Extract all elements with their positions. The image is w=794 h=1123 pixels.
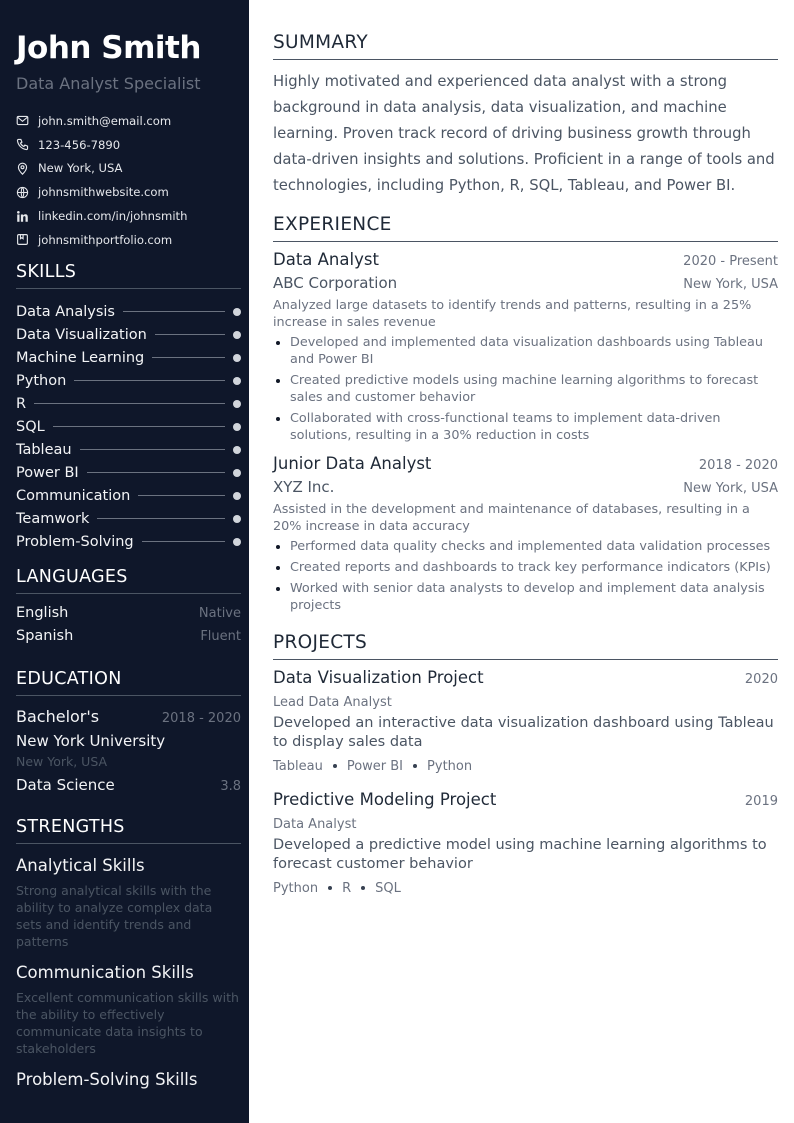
contact-text: john.smith@email.com [38,113,172,128]
project-date: 2020 [744,672,778,687]
job-location: New York, USA [683,481,778,496]
job-dates: 2018 - 2020 [698,458,778,473]
contact-text: New York, USA [38,161,123,176]
languages-list [16,605,241,651]
tag: R [342,880,352,896]
skill-item: SQL [16,415,241,438]
language-item: Spanish Fluent [16,628,241,644]
job-description: Assisted in the development and maintenance of databases, resulting in a 20% increase in data accuracy [273,502,750,534]
project-date: 2019 [744,794,778,809]
job-dates: 2020 - Present [683,254,778,269]
mail-icon [16,114,29,127]
list-item: Created reports and dashboards to track key performance indicators (KPIs) [273,559,778,576]
skill-item: Python [16,369,241,392]
education-heading: EDUCATION [16,669,241,696]
skill-item: Tableau [16,438,241,461]
job-entry [273,454,778,614]
job-bullets [273,538,778,614]
location-pin-icon [16,162,29,175]
project-description: Developed an interactive data visualization dashboard using Tableau to display sales data [273,715,774,750]
strength-title: Communication Skills [16,963,194,982]
project-title: Predictive Modeling Project [273,790,497,809]
main-content [249,0,794,1123]
summary-section [273,32,778,199]
school-location: New York, USA [16,754,108,769]
education-dates: 2018 - 2020 [161,711,241,726]
job-title: Junior Data Analyst [273,454,432,473]
skill-item: Communication [16,484,241,507]
strengths-list [16,856,241,1096]
strength-title: Problem-Solving Skills [16,1070,198,1089]
list-item: Worked with senior data analysts to develop and implement data analysis projects [273,580,778,614]
gpa: 3.8 [220,779,241,794]
degree: Bachelor's [16,707,100,726]
list-item: Performed data quality checks and implemented data validation processes [273,538,778,555]
field-of-study: Data Science [16,776,115,794]
strength-title: Analytical Skills [16,856,145,875]
skills-heading: SKILLS [16,262,241,289]
project-entry [273,668,778,776]
skill-item: Data Visualization [16,323,241,346]
strengths-heading: STRENGTHS [16,817,241,844]
education-entry [16,707,241,798]
contact-list [16,109,241,252]
job-bullets [273,334,778,444]
sidebar [0,0,249,1123]
job-entry [273,250,778,444]
contact-text: linkedin.com/in/johnsmith [38,209,188,224]
tag: Power BI [346,758,404,774]
candidate-name: John Smith [16,30,201,66]
globe-icon [16,186,29,199]
skill-item: Problem-Solving [16,530,241,553]
contact-phone[interactable] [16,133,241,157]
project-title: Data Visualization Project [273,668,484,687]
contact-website[interactable] [16,180,241,204]
school-name: New York University [16,732,166,750]
tag: Tableau [273,758,323,774]
skill-item: Machine Learning [16,346,241,369]
skill-item: Data Analysis [16,300,241,323]
contact-email[interactable] [16,109,241,133]
portfolio-icon [16,233,29,246]
skills-list [16,300,241,553]
project-tags [273,878,778,898]
contact-location [16,157,241,181]
skill-item: Power BI [16,461,241,484]
tag: Python [427,758,473,774]
contact-text: johnsmithportfolio.com [38,232,173,247]
list-item: Collaborated with cross-functional teams to implement data-driven solutions, resulting in a 30% reduction in costs [273,410,778,444]
phone-icon [16,138,29,151]
strength-desc: Strong analytical skills with the ability to analyze complex data sets and identify trends and patterns [16,883,213,949]
job-description: Analyzed large datasets to identify trends and patterns, resulting in a 25% increase in sales revenue [273,298,752,330]
list-item: Developed and implemented data visualization dashboards using Tableau and Power BI [273,334,778,368]
skill-item: Teamwork [16,507,241,530]
job-location: New York, USA [683,277,778,292]
summary-text: Highly motivated and experienced data analyst with a strong background in data analysis, data visualization, and machine learning. Proven track record of driving business growth through data-driven insights and solutions. Proficient in a range of tools and technologies, including Python, R, SQL, Tableau, and Power BI. [273,73,775,194]
language-item: English Native [16,605,241,621]
tag: SQL [375,880,401,896]
projects-heading: PROJECTS [273,632,778,660]
languages-heading: LANGUAGES [16,567,241,594]
experience-section [273,214,778,614]
project-role: Lead Data Analyst [273,695,392,710]
experience-heading: EXPERIENCE [273,214,778,242]
project-tags [273,756,778,776]
tag: Python [273,880,319,896]
contact-text: johnsmithwebsite.com [38,185,169,200]
company-name: ABC Corporation [273,274,398,292]
list-item: Created predictive models using machine learning algorithms to forecast sales and customer behavior [273,372,778,406]
company-name: XYZ Inc. [273,478,335,496]
strength-desc: Excellent communication skills with the ability to effectively communicate data insights to stakeholders [16,990,239,1056]
contact-portfolio[interactable] [16,228,241,252]
summary-heading: SUMMARY [273,32,778,60]
project-description: Developed a predictive model using machine learning algorithms to forecast customer behavior [273,837,767,872]
contact-linkedin[interactable] [16,204,241,228]
candidate-title: Data Analyst Specialist [16,74,201,93]
job-title: Data Analyst [273,250,379,269]
project-entry [273,790,778,898]
skill-item: R [16,392,241,415]
linkedin-icon [16,210,29,223]
project-role: Data Analyst [273,817,357,832]
projects-section [273,632,778,898]
contact-text: 123-456-7890 [38,137,121,152]
